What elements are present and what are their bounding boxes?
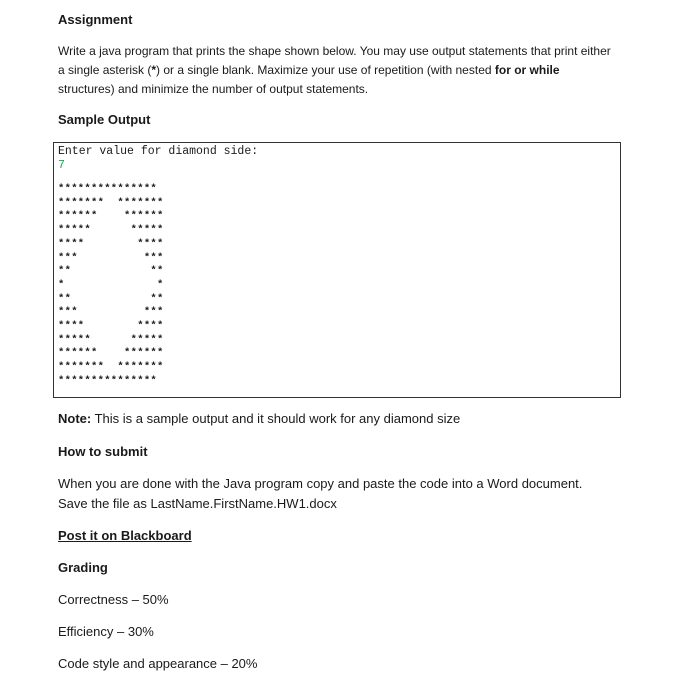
shape-line: ****** ******	[58, 210, 164, 223]
for-or-while-text: for or while	[494, 63, 560, 77]
shape-line: ***************	[58, 183, 158, 195]
submit-instruction-line2: Save the file as LastName.FirstName.HW1.docx	[58, 496, 337, 511]
shape-line: *** ***	[58, 251, 164, 264]
grading-item-correctness: Correctness – 50%	[58, 592, 169, 607]
grading-item-efficiency: Efficiency – 30%	[58, 624, 154, 639]
note-line	[58, 411, 460, 426]
intro-text-3: structures) and minimize the number of output statements.	[58, 82, 369, 96]
shape-line: ***************	[58, 374, 158, 387]
shape-line: ** **	[58, 265, 164, 278]
shape-line: **** ****	[58, 320, 164, 333]
shape-line: **** ****	[58, 237, 164, 250]
sample-output-box	[53, 142, 621, 398]
note-label: Note:	[58, 411, 92, 426]
console-input-value: 7	[58, 159, 65, 172]
shape-line: ******* *******	[58, 361, 164, 374]
shape-line: ******* *******	[58, 196, 164, 209]
shape-line: ** **	[58, 292, 164, 305]
assignment-description	[58, 42, 618, 99]
intro-text-1: Write a java program that prints the shape shown below. You may use output statements that print either a single asterisk (	[58, 44, 611, 77]
how-to-submit-heading: How to submit	[58, 444, 148, 459]
sample-output-heading: Sample Output	[58, 112, 151, 127]
assignment-heading: Assignment	[58, 12, 133, 27]
shape-line: * *	[58, 278, 164, 291]
post-blackboard-heading: Post it on Blackboard	[58, 528, 192, 543]
intro-text-2: ) or a single blank. Maximize your use of repetition (with nested	[156, 63, 495, 77]
shape-line: *** ***	[58, 306, 164, 319]
console-prompt: Enter value for diamond side:	[58, 145, 259, 158]
shape-line: ***** *****	[58, 333, 164, 346]
grading-heading: Grading	[58, 560, 108, 575]
note-text: This is a sample output and it should work for any diamond size	[91, 411, 461, 426]
asterisk-symbol: *	[151, 63, 157, 77]
grading-item-code-style: Code style and appearance – 20%	[58, 656, 258, 671]
shape-line: ***** *****	[58, 224, 164, 237]
submit-instruction-line1: When you are done with the Java program copy and paste the code into a Word document.	[58, 476, 583, 491]
shape-line: ****** ******	[58, 347, 164, 360]
diamond-shape-output	[58, 183, 164, 389]
